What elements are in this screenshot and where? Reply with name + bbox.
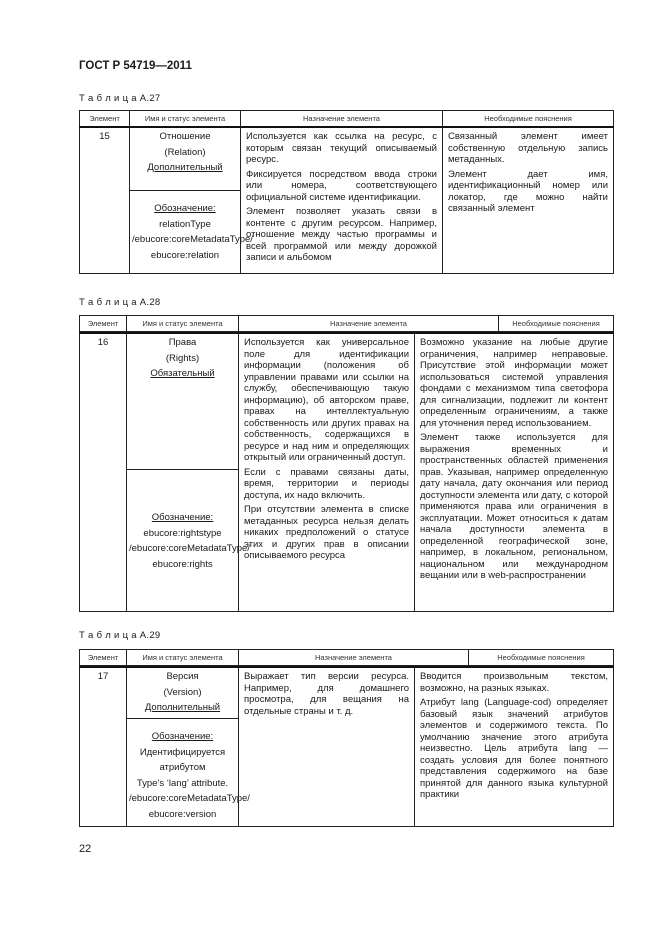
purpose-paragraph: При отсутствии элемента в списке метаданных ресурса нельзя делать никаких предположений о статусе этих и других прав в описании описываемого ресурса [244,504,409,561]
purpose-paragraph: Выражает тип версии ресурса. Например, для домашнего просмотра, для вещания на отдельные страны и т. д. [244,671,409,717]
element-number: 16 [80,333,127,611]
page-number: 22 [79,843,92,855]
designation-line: relationType [159,218,211,230]
designation-line: /ebucore:coreMetadataType/ [132,234,253,245]
column-header-name-status: Имя и статус элемента [127,650,239,666]
designation-line: ebucore:relation [150,249,220,261]
purpose-cell [241,127,443,273]
purpose-cell [239,667,415,827]
name-status-cell [127,667,250,827]
table-a27 [79,110,614,274]
element-name: Версия [166,671,199,682]
notes-cell [415,333,614,611]
purpose-paragraph: Элемент позволяет указать связи в контенте с другим ресурсом. Например, отношение между частью программы и всей программой или между дорожкой записи и альбомом [246,206,437,263]
column-header-element: Элемент [80,316,127,332]
element-name: Отношение [159,131,211,142]
element-name-en: (Rights) [165,352,200,364]
purpose-paragraph: Если с правами связаны даты, время, территории и периоды доступа, их надо включить. [244,466,409,501]
element-status: Дополнительный [147,162,223,173]
table-header-row [80,650,614,666]
table-caption-a27: Т а б л и ц а А.27 [79,93,161,104]
element-status: Обязательный [150,368,215,379]
designation-line: Type’s ‘lang’ attribute. [136,777,229,789]
element-number: 17 [80,667,127,827]
designation-line: Идентифицируется атрибутом [139,746,226,773]
column-header-purpose: Назначение элемента [239,316,499,332]
notes-paragraph: Элемент также используется для выражения временных и пространственных областей применения прав. Указывая, например определенную дату начала, дату окончания или период доступности элемента или дату, с которой применяются права или ограничения в эксплуатации. Может относиться к датам начала доступности элемента в определенной географической зоне, например, в локальном, региональном, национальном или международном вещании или в web-распространении [420,432,608,581]
table-a28 [79,315,614,332]
designation-line: ebucore:rights [152,558,213,570]
notes-paragraph: Элемент дает имя, идентификационный номер или локатор, где можно найти связанный элемент [448,168,608,214]
column-header-purpose: Назначение элемента [241,111,443,128]
table-header-row [80,111,614,128]
notes-paragraph: Атрибут lang (Language-cod) определяет базовый язык значений атрибутов элементов и содержимого текста. По умолчанию значение этого атрибута неизвестно. Цель атрибута lang — создать условия для более понятного представления содержимого на базе принятой для данного языка культурной практики [420,697,608,800]
element-name-en: (Version) [163,686,202,698]
element-status: Дополнительный [144,702,221,713]
column-header-notes: Необходимые пояснения [443,111,614,128]
column-header-notes: Необходимые пояснения [499,316,614,332]
column-header-purpose: Назначение элемента [239,650,469,666]
designation-line: ebucore:rightstype [143,527,222,539]
notes-paragraph: Вводится произвольным текстом, возможно, на разных языках. [420,671,608,694]
table-a28-body [79,332,614,612]
document-header: ГОСТ Р 54719—2011 [79,60,192,72]
notes-cell [443,127,614,273]
designation-line: /ebucore:coreMetadataType/ [129,793,250,804]
designation-line: ebucore:version [148,808,217,820]
table-row [80,333,614,611]
element-name-en: (Relation) [164,146,206,158]
column-header-name-status: Имя и статус элемента [130,111,241,128]
table-row [80,127,614,273]
element-number: 15 [80,127,130,273]
designation-line: /ebucore:coreMetadataType/ [129,543,250,554]
designation-label: Обозначение: [154,203,216,214]
column-header-notes: Необходимые пояснения [469,650,614,666]
designation-label: Обозначение: [151,512,214,523]
table-header-row [80,316,614,332]
notes-paragraph: Связанный элемент имеет собственную отдельную запись метаданных. [448,131,608,165]
notes-paragraph: Возможно указание на любые другие ограничения, например неправовые. Присутствие этой информации может использоваться системой управления фондами с механизмом типа светофора для сигнализации, подлежит ли контент определенным ограничениям, а также для уточнения перед использованием. [420,337,608,429]
notes-cell [415,667,614,827]
table-caption-a28: Т а б л и ц а А.28 [79,297,161,308]
name-status-cell [127,333,250,611]
column-header-element: Элемент [80,111,130,128]
purpose-paragraph: Используется как ссылка на ресурс, с которым связан текущий описываемый ресурс. [246,131,437,165]
column-header-name-status: Имя и статус элемента [127,316,239,332]
table-row [80,667,614,827]
table-a29 [79,649,614,666]
table-a29-body [79,666,614,827]
name-status-cell [130,127,253,273]
purpose-cell [239,333,415,611]
table-caption-a29: Т а б л и ц а А.29 [79,630,161,641]
column-header-element: Элемент [80,650,127,666]
designation-label: Обозначение: [151,731,214,742]
element-name: Права [168,337,197,348]
purpose-paragraph: Используется как универсальное поле для идентификации информации (положения об управлении правами или ссылки на службу, обеспечивающую такую информацию), об авторском праве, правах на интеллектуальную собственность или других правах на собственность, содержащихся в ресурсе и над ним и определяющих открытый или ограниченный доступ. [244,337,409,463]
purpose-paragraph: Фиксируется посредством ввода строки или номера, соответствующего официальной системе идентификации. [246,168,437,203]
